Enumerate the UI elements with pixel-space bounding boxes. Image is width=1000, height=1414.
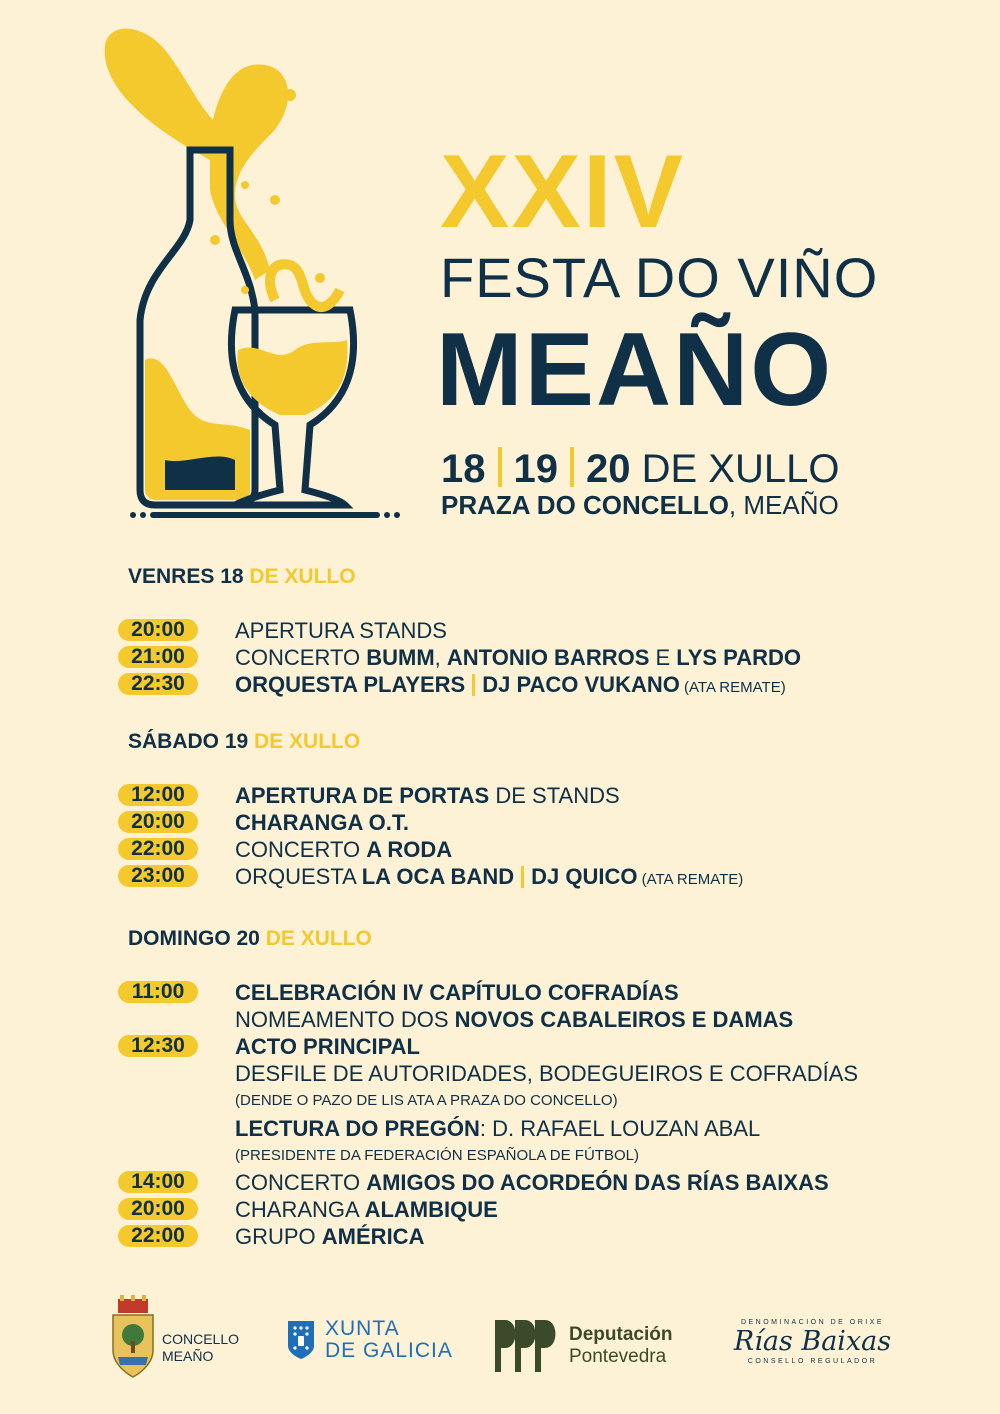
venue-town: , MEAÑO (728, 490, 839, 520)
time-badge: 22:00 (118, 1225, 198, 1247)
time-badge: 22:30 (118, 673, 198, 695)
event-text: : D. RAFAEL LOUZAN ABAL (479, 1116, 761, 1141)
event-description (235, 809, 409, 836)
event-artist: LA OCA BAND (361, 864, 515, 889)
event-description (235, 644, 801, 671)
event-text: ORQUESTA (235, 864, 362, 889)
festival-dates (441, 447, 839, 489)
venue-name: PRAZA DO CONCELLO (441, 490, 729, 520)
day-month: DE XULLO (249, 565, 356, 588)
event-description (235, 617, 447, 644)
event-description (235, 1169, 829, 1196)
day-heading-saturday (128, 731, 360, 752)
time-badge: 21:00 (118, 646, 198, 668)
date-day-3: 20 (586, 447, 631, 491)
day-heading-friday (128, 566, 356, 587)
event-artist: DJ PACO VUKANO (482, 672, 680, 697)
date-separator (498, 447, 502, 487)
event-text: CONCERTO (235, 1170, 367, 1195)
day-label: SÁBADO 19 (128, 730, 249, 753)
time-badge: 20:00 (118, 811, 198, 833)
deputacion-label: Deputación (569, 1324, 673, 1345)
day-label: DOMINGO 20 (128, 927, 260, 950)
rias-name: Rías Baixas (733, 1326, 892, 1357)
concello-meano-logo (108, 1295, 258, 1385)
time-badge: 14:00 (118, 1171, 198, 1193)
edition-number: XXIV (440, 134, 685, 250)
event-description (235, 1223, 424, 1250)
date-day-2: 19 (513, 447, 558, 491)
event-artist: BUMM (366, 645, 435, 670)
xunta-shield-icon (287, 1320, 315, 1360)
day-month: DE XULLO (265, 927, 372, 950)
galicia-label: DE GALICIA (325, 1339, 453, 1362)
event-artist: LYS PARDO (676, 645, 801, 670)
event-artist: LECTURA DO PREGÓN (235, 1116, 480, 1141)
event-artist: A RODA (366, 837, 453, 862)
event-description (235, 1196, 498, 1223)
time-badge: 12:00 (118, 784, 198, 806)
rias-baixas-logo (730, 1318, 895, 1374)
event-description (235, 979, 679, 1006)
event-description (235, 1033, 420, 1060)
date-day-1: 18 (441, 447, 486, 491)
event-description (235, 1115, 760, 1142)
event-artist: AMÉRICA (321, 1224, 425, 1249)
event-description (235, 1060, 858, 1087)
date-separator (570, 447, 574, 487)
event-artist: DJ QUICO (531, 864, 638, 889)
time-badge: 12:30 (118, 1035, 198, 1057)
event-artist: ANTONIO BARROS (446, 645, 650, 670)
event-note: (ATA REMATE) (679, 679, 786, 696)
event-artist: NOVOS CABALEIROS E DAMAS (454, 1007, 794, 1032)
event-description (235, 836, 452, 863)
event-text: E (649, 645, 677, 670)
event-note: (ATA REMATE) (637, 871, 744, 888)
event-text: DE STANDS (489, 783, 620, 808)
event-description (235, 1006, 793, 1033)
deputacion-mark-icon (493, 1318, 559, 1374)
xunta-galicia-logo (287, 1318, 457, 1366)
event-description (235, 671, 786, 701)
event-artist: CELEBRACIÓN IV CAPÍTULO COFRADÍAS (235, 980, 679, 1005)
event-text: NOMEAMENTO DOS (235, 1007, 455, 1032)
event-description (235, 863, 743, 893)
event-note: (DENDE O PAZO DE LIS ATA A PRAZA DO CONCELLO) (235, 1092, 618, 1109)
time-badge: 22:00 (118, 838, 198, 860)
wine-bottle-and-glass-illustration (95, 20, 405, 525)
rias-top-label: DENOMINACION DE ORIXE (740, 1319, 885, 1326)
event-text: , (434, 645, 447, 670)
event-note: (PRESIDENTE DA FEDERACIÓN ESPAÑOLA DE FÚTBOL) (235, 1147, 639, 1164)
event-text: APERTURA STANDS (235, 618, 447, 643)
xunta-label: XUNTA (325, 1317, 400, 1340)
concello-town: MEAÑO (162, 1348, 214, 1364)
event-text: CHARANGA (235, 1197, 365, 1222)
venue (441, 492, 839, 518)
event-description (235, 782, 620, 809)
event-text: CONCERTO (235, 645, 367, 670)
time-badge: 20:00 (118, 619, 198, 641)
date-month: DE XULLO (641, 447, 840, 491)
rias-bottom-label: CONSELLO REGULADOR (747, 1358, 878, 1365)
event-artist: AMIGOS DO ACORDEÓN DAS RÍAS BAIXAS (366, 1170, 829, 1195)
event-artist: APERTURA DE PORTAS (235, 783, 490, 808)
deputacion-pontevedra-logo (493, 1318, 693, 1374)
separator-bar (472, 674, 475, 696)
day-heading-sunday (128, 928, 372, 949)
festival-title: FESTA DO VIÑO (440, 246, 879, 309)
event-text: DESFILE DE AUTORIDADES, BODEGUEIROS E COFRADÍAS (235, 1061, 859, 1086)
town-title: MEAÑO (436, 312, 834, 428)
time-badge: 20:00 (118, 1198, 198, 1220)
separator-bar (521, 866, 524, 888)
event-artist: ORQUESTA PLAYERS (235, 672, 466, 697)
concello-label: CONCELLO (162, 1331, 240, 1347)
event-text: CONCERTO (235, 837, 367, 862)
event-artist: ALAMBIQUE (364, 1197, 498, 1222)
event-artist: ACTO PRINCIPAL (235, 1034, 420, 1059)
event-artist: CHARANGA O.T. (235, 810, 409, 835)
day-month: DE XULLO (254, 730, 361, 753)
coat-of-arms-icon (108, 1295, 158, 1385)
pontevedra-label: Pontevedra (569, 1346, 667, 1367)
time-badge: 23:00 (118, 865, 198, 887)
time-badge: 11:00 (118, 981, 198, 1003)
event-text: GRUPO (235, 1224, 322, 1249)
day-label: VENRES 18 (128, 565, 244, 588)
